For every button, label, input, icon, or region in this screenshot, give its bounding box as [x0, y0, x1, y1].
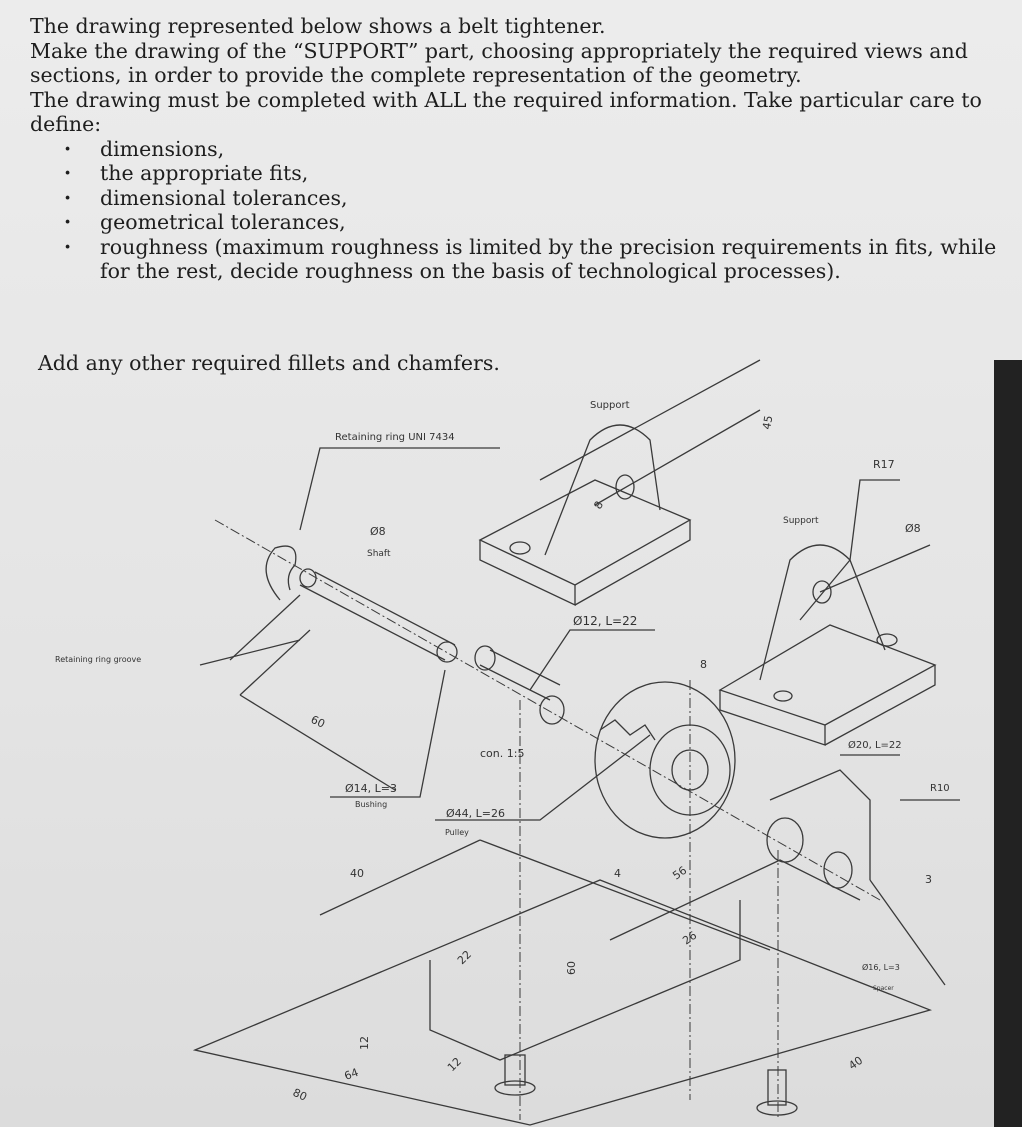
label-d14: Ø14, L=3 — [345, 782, 397, 795]
label-d20: Ø20, L=22 — [848, 740, 902, 751]
retaining-ring — [266, 546, 296, 600]
label-r10: R10 — [930, 783, 950, 794]
dim-3: 3 — [925, 873, 932, 886]
label-support-right: Support — [783, 516, 819, 526]
label-d16: Ø16, L=3 — [862, 963, 900, 972]
dim-8-top: 8 — [591, 498, 607, 512]
label-bushing: Bushing — [355, 800, 388, 809]
dim-12-bottom: 12 — [444, 1055, 465, 1075]
dim-40-right: 40 — [846, 1053, 866, 1073]
dim-22: 22 — [454, 948, 475, 968]
requirement-item: · dimensions, — [100, 137, 1010, 162]
requirement-item: · dimensional tolerances, — [100, 186, 1010, 211]
label-retaining-groove: Retaining ring groove — [55, 655, 142, 664]
instruction-line-3: The drawing must be completed with ALL the required information. Take particular care to define: — [30, 87, 982, 136]
requirement-item: · the appropriate fits, — [100, 161, 1010, 186]
label-shaft-diameter: Ø8 — [370, 525, 386, 538]
right-support-base — [720, 625, 935, 725]
label-pulley: Pulley — [445, 828, 469, 837]
label-support-top: Support — [590, 400, 630, 411]
bushing — [480, 650, 560, 700]
monitor-edge — [994, 360, 1022, 1127]
label-d12: Ø12, L=22 — [573, 614, 638, 628]
requirement-item: · geometrical tolerances, — [100, 210, 1010, 235]
dim-64: 64 — [342, 1065, 361, 1083]
pulley — [595, 682, 735, 838]
fillets-note: Add any other required fillets and chamfers. — [38, 350, 500, 375]
label-cone: con. 1:5 — [480, 747, 525, 760]
label-retaining-ring: Retaining ring UNI 7434 — [335, 432, 455, 443]
dim-80: 80 — [290, 1085, 309, 1104]
instruction-line-2: Make the drawing of the “SUPPORT” part, choosing appropriately the required views and sections, in order to provide the complete representation of the geometry. — [30, 38, 968, 87]
label-shaft: Shaft — [367, 549, 391, 559]
requirement-item: · roughness (maximum roughness is limited by the precision requirements in fits, while for the rest, decide roughness on the basis of technological processes). — [100, 235, 1010, 284]
dim-45: 45 — [760, 414, 776, 431]
base-plate — [195, 880, 930, 1125]
label-support-hole-diameter: Ø8 — [905, 522, 921, 535]
belt-tightener-drawing — [0, 345, 1022, 1127]
label-spacer: Spacer — [873, 985, 894, 992]
requirements-list — [30, 137, 1010, 284]
dim-60: 60 — [308, 712, 327, 731]
shaft — [300, 572, 455, 660]
top-support-ear — [545, 425, 660, 555]
instructions-text — [30, 14, 1010, 284]
dim-26: 26 — [680, 928, 700, 948]
dim-12-left: 12 — [358, 1036, 371, 1050]
dim-8-right: 8 — [700, 658, 707, 671]
label-d44: Ø44, L=26 — [446, 807, 505, 820]
dim-40-left: 40 — [350, 867, 364, 880]
instruction-line-1: The drawing represented below shows a belt tightener. — [30, 14, 606, 38]
label-r17: R17 — [873, 458, 895, 471]
dim-56: 56 — [670, 863, 690, 883]
dim-4: 4 — [614, 867, 621, 880]
dim-60-vertical: 60 — [565, 961, 578, 975]
